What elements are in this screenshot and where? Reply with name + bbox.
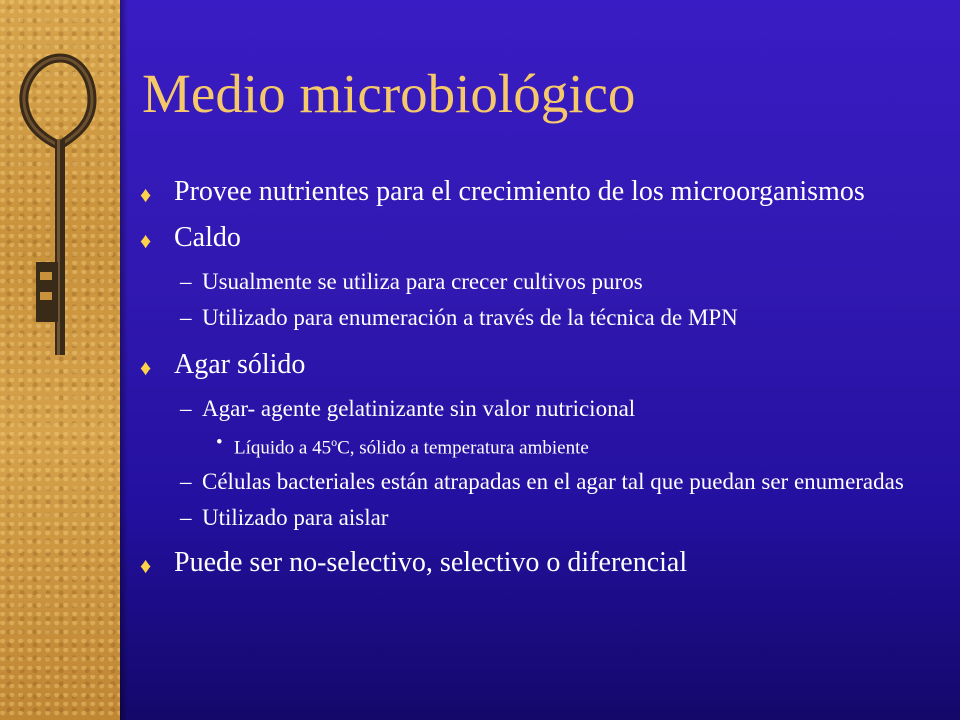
diamond-bullet-icon: ♦ <box>140 182 152 207</box>
bullet-text: Caldo <box>174 222 241 253</box>
diamond-bullet-icon: ♦ <box>140 355 152 380</box>
sub-bullet-text: Utilizado para aislar <box>202 505 389 531</box>
bullet-text: Puede ser no-selectivo, selectivo o diferencial <box>174 547 688 579</box>
bullet-list <box>140 175 940 592</box>
sub-bullet-item <box>140 503 940 532</box>
sidebar-texture <box>0 0 120 720</box>
sidebar-shadow <box>120 0 128 720</box>
bullet-item <box>140 221 940 255</box>
sub-bullet-text: Usualmente se utiliza para crecer cultivos puros <box>202 269 643 294</box>
sub-bullet-item <box>140 267 940 296</box>
sub-sub-bullet-text-pre: Líquido a 45 <box>234 437 332 459</box>
sub-sub-bullet-item <box>140 430 940 460</box>
dash-bullet: – <box>180 505 192 531</box>
dash-bullet: – <box>180 469 192 495</box>
dot-bullet: • <box>216 432 223 453</box>
sub-bullet-item <box>140 394 940 423</box>
bullet-text: Provee nutrientes para el crecimiento de los microorganismos <box>174 176 865 207</box>
old-iron-key-icon <box>0 40 120 370</box>
sub-bullet-item <box>140 303 940 332</box>
dash-bullet: – <box>180 305 192 330</box>
degree-superscript: o <box>331 435 338 449</box>
diamond-bullet-icon: ♦ <box>140 553 152 579</box>
dash-bullet: – <box>180 269 192 294</box>
diamond-bullet-icon: ♦ <box>140 228 152 253</box>
sub-bullet-text: Agar- agente gelatinizante sin valor nutricional <box>202 396 636 421</box>
slide-title: Medio microbiológico <box>142 63 636 124</box>
bullet-item <box>140 175 940 209</box>
bullet-text: Agar sólido <box>174 349 306 380</box>
bullet-item <box>140 348 940 382</box>
dash-bullet: – <box>180 396 192 421</box>
sub-bullet-text: Células bacteriales están atrapadas en el agar tal que puedan ser enumeradas <box>202 469 904 495</box>
sub-bullet-text: Utilizado para enumeración a través de la técnica de MPN <box>202 305 738 330</box>
sub-sub-bullet-text-post: C, sólido a temperatura ambiente <box>337 437 589 459</box>
sub-bullet-item <box>140 467 940 496</box>
bullet-item <box>140 546 940 580</box>
